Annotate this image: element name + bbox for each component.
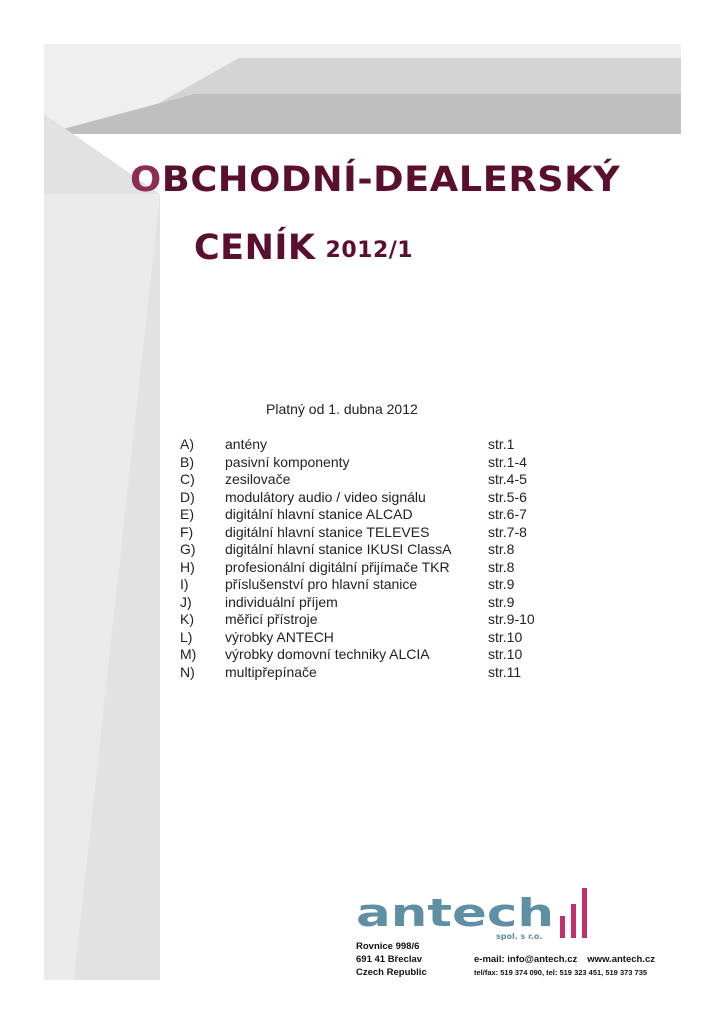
- toc-letter: N): [180, 663, 195, 680]
- antech-logo: [356, 882, 596, 942]
- toc-page: str.10: [488, 646, 523, 662]
- toc-text: výrobky domovní techniky ALCIA: [225, 646, 430, 662]
- address-street: Rovnice 998/6: [356, 941, 420, 952]
- toc-page: str.9: [488, 576, 515, 592]
- logo-bar: [582, 888, 587, 938]
- toc-letter: K): [180, 611, 194, 627]
- toc-page: str.5-6: [488, 488, 527, 505]
- toc-page: str.9-10: [488, 611, 535, 627]
- contact-phone: tel/fax: 519 374 090, tel: 519 323 451, 519 373 735: [474, 968, 648, 977]
- title-cenik: CENÍK: [194, 228, 316, 268]
- toc-page: str.8: [488, 558, 515, 575]
- toc-letter: E): [180, 506, 194, 522]
- toc-text: měřicí přístroje: [225, 611, 318, 627]
- toc-page: str.9: [488, 593, 515, 610]
- toc-page: str.11: [488, 663, 522, 680]
- title-first-letter: O: [130, 160, 162, 200]
- toc-text: digitální hlavní stanice ALCAD: [225, 506, 413, 522]
- toc-letter: A): [180, 436, 194, 452]
- toc-text: příslušenství pro hlavní stanice: [225, 576, 418, 592]
- toc-page: str.4-5: [488, 471, 527, 487]
- title-line-1: [130, 160, 620, 200]
- toc-page: str.1-4: [488, 453, 527, 470]
- toc-page: str.7-8: [488, 523, 527, 540]
- contact-email[interactable]: e-mail: info@antech.cz: [474, 954, 578, 965]
- toc-text: profesionální digitální přijímače TKR: [225, 558, 450, 575]
- contact-block: [474, 953, 655, 979]
- toc-text: digitální hlavní stanice IKUSI ClassA: [225, 541, 452, 557]
- address-city: 691 41 Břeclav: [356, 954, 423, 965]
- toc-text: zesilovače: [225, 471, 291, 487]
- address-block: [356, 940, 427, 979]
- toc-letter: F): [180, 523, 194, 540]
- validity-date: Platný od 1. dubna 2012: [266, 401, 418, 417]
- toc-page: str.6-7: [488, 506, 527, 522]
- logo-bar: [571, 904, 576, 938]
- logo-subtitle: spol. s r.o.: [496, 932, 543, 941]
- toc-text: multipřepínače: [225, 663, 317, 680]
- toc-letter: H): [180, 558, 195, 575]
- toc-page: str.10: [488, 628, 523, 645]
- toc-text: digitální hlavní stanice TELEVES: [225, 523, 430, 540]
- toc-text: modulátory audio / video signálu: [225, 488, 426, 505]
- toc-text: pasivní komponenty: [225, 453, 350, 470]
- toc-letter: M): [180, 646, 197, 662]
- toc-page: str.8: [488, 541, 515, 557]
- toc-letter: B): [180, 453, 194, 470]
- toc-text: antény: [225, 436, 268, 452]
- title-line-2: [194, 228, 413, 268]
- contact-web[interactable]: www.antech.cz: [587, 954, 655, 965]
- toc-text: výrobky ANTECH: [225, 628, 334, 645]
- toc-letter: L): [180, 628, 193, 645]
- address-country: Czech Republic: [356, 967, 427, 978]
- document-page: [44, 44, 681, 980]
- toc-letter: I): [180, 576, 189, 592]
- toc-letter: G): [180, 541, 196, 557]
- toc-text: individuální příjem: [225, 593, 338, 610]
- toc-page: str.1: [488, 436, 515, 452]
- title-year: 2012/1: [325, 238, 414, 263]
- toc-letter: D): [180, 488, 195, 505]
- logo-name: antech: [356, 891, 554, 935]
- logo-bar: [560, 916, 565, 938]
- toc-letter: C): [180, 471, 195, 487]
- title-rest: BCHODNÍ-DEALERSKÝ: [161, 160, 621, 200]
- toc-letter: J): [180, 593, 192, 610]
